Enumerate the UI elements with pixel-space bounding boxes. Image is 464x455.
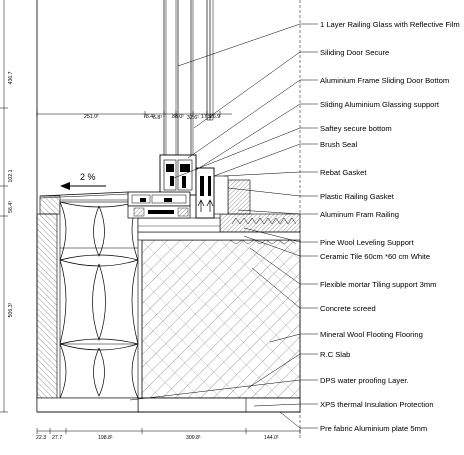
vdim-1: 436.7 (8, 71, 14, 85)
label-concrete-screed: Concrete screed (320, 304, 376, 313)
label-safety-secure-bottom: Saftey secure bottom (320, 124, 392, 133)
label-rc-slab: R.C Slab (320, 350, 351, 359)
label-dps-waterproofing: DPS water proofing Layer. (320, 376, 409, 385)
label-brush-seal: Brush Seal (320, 140, 358, 149)
slope-indicator (60, 172, 106, 190)
bdim-3: 198.8¹ (98, 435, 113, 441)
label-pine-wool: Pine Wool Leveling Support (320, 238, 414, 247)
label-sliding-door-secure: Siliding Door Secure (320, 48, 390, 57)
label-frame-sliding-door-bottom: Aluminium Frame Sliding Door Bottom (320, 76, 450, 85)
tdim-7: 26.9 (210, 114, 221, 120)
vertical-dimensions (8, 71, 14, 317)
bdim-4: 300.8¹ (186, 435, 201, 441)
bdim-2: 27.7 (52, 435, 63, 441)
vdim-4: 506.3¹ (8, 302, 14, 318)
aluminium-frame-profile (128, 155, 214, 218)
bdim-1: 22.3 (36, 435, 47, 441)
tdim-2: 78.4¹ (143, 114, 155, 120)
tdim-5: 32.6¹ (187, 115, 199, 121)
label-flexible-mortar: Flexible mortar Tiling support 3mm (320, 280, 437, 289)
label-mineral-wool: Mineral Wool Flooting Flooring (320, 330, 423, 339)
bottom-dimension-line (36, 428, 300, 441)
bdim-5: 144.0¹ (264, 435, 279, 441)
label-aluminium-plate: Pre fabric Aluminium plate 5mm (320, 424, 428, 433)
vdim-2: 102.1 (8, 169, 14, 183)
top-dimensions (84, 114, 220, 121)
tdim-4: 88.0¹ (172, 114, 184, 120)
material-labels (320, 20, 460, 433)
label-glassing-support: Sliding Aluminium Glassing support (320, 100, 440, 109)
tdim-3: 6.8¹ (153, 115, 162, 121)
label-xps-insulation: XPS thermal Insulation Protection (320, 400, 434, 409)
label-aluminum-frame-railing: Aluminum Fram Railing (320, 210, 399, 219)
label-rebat-gasket: Rebat Gasket (320, 168, 367, 177)
label-ceramic-tile: Ceramic Tile 60cm *60 cm White (320, 252, 431, 261)
tdim-1: 251.0¹ (84, 114, 99, 120)
label-railing-glass: 1 Layer Railing Glass with Reflective Film (320, 20, 460, 29)
vdim-3: 56.4¹ (8, 201, 14, 213)
glass-panels (164, 0, 213, 155)
slope-label: 2 % (80, 172, 96, 182)
label-plastic-railing-gasket: Plastic Railing Gasket (320, 192, 394, 201)
tdim-6: 17.5 (201, 114, 212, 120)
